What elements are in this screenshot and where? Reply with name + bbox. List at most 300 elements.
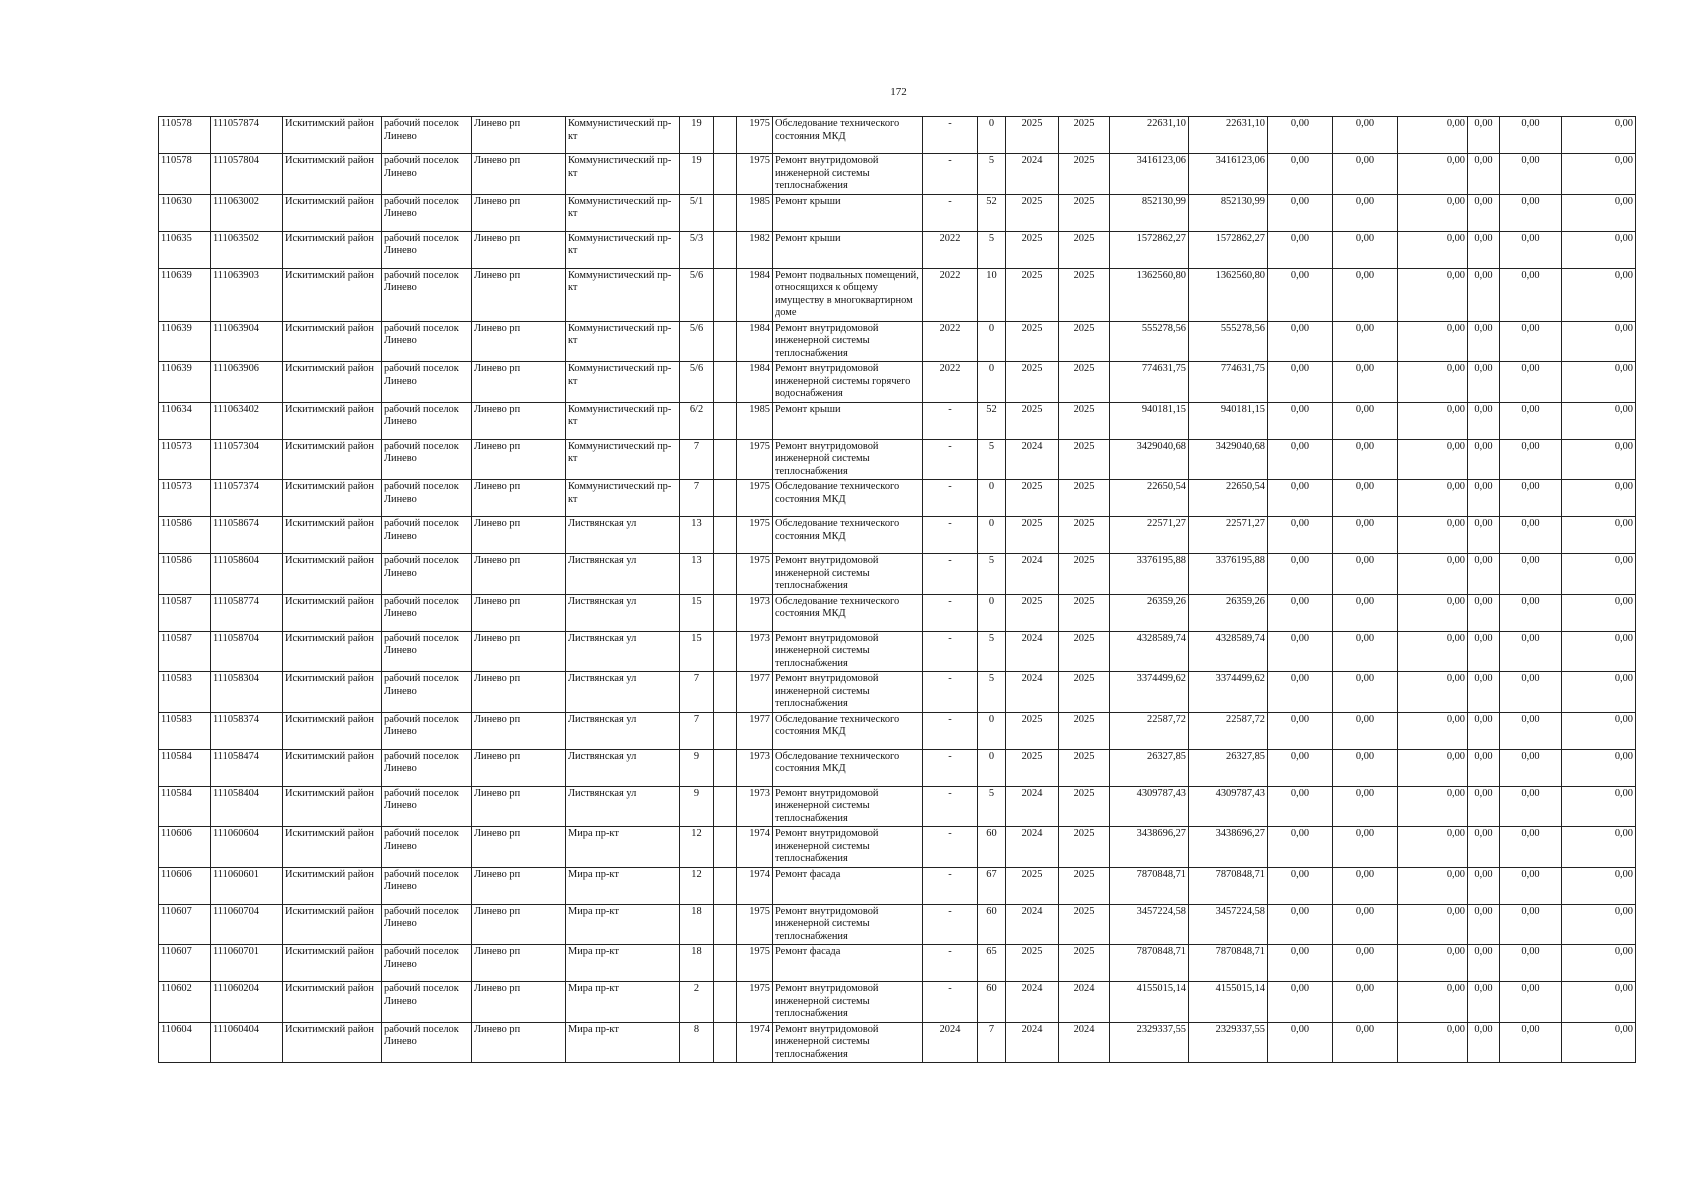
cell-district: Искитимский район	[283, 631, 382, 672]
cell-cost-fund: 3429040,68	[1189, 439, 1268, 480]
cell-cost-total: 3416123,06	[1110, 154, 1189, 195]
cell-wear-percent: 60	[978, 982, 1006, 1023]
cell-building	[714, 672, 737, 713]
cell-cost-total: 3376195,88	[1110, 554, 1189, 595]
capital-repair-table	[158, 116, 1636, 1063]
cell-settlement: рабочий поселок Линево	[382, 321, 472, 362]
cell-cost-other: 0,00	[1562, 154, 1636, 195]
cell-settlement: рабочий поселок Линево	[382, 154, 472, 195]
cell-work-type: Ремонт внутридомовой инженерной системы теплоснабжения	[773, 982, 923, 1023]
cell-locality: Линево рп	[472, 867, 566, 904]
cell-work-id: 111058604	[211, 554, 283, 595]
cell-work-type: Ремонт крыши	[773, 194, 923, 231]
cell-cost-total: 3438696,27	[1110, 827, 1189, 868]
cell-year-end: 2025	[1059, 480, 1110, 517]
cell-year-end: 2025	[1059, 154, 1110, 195]
table-row	[159, 827, 1636, 868]
cell-locality: Линево рп	[472, 268, 566, 321]
cell-building	[714, 231, 737, 268]
cell-cost-budget-3: 0,00	[1398, 1022, 1468, 1063]
cell-house-number: 5/6	[680, 321, 714, 362]
cell-cost-total: 26359,26	[1110, 594, 1189, 631]
cell-cost-budget-1: 0,00	[1268, 867, 1333, 904]
cell-street: Листвянская ул	[566, 631, 680, 672]
cell-year-built: 1984	[737, 268, 773, 321]
cell-cost-owners: 0,00	[1500, 439, 1562, 480]
cell-year-end: 2025	[1059, 827, 1110, 868]
cell-cost-budget-4: 0,00	[1468, 1022, 1500, 1063]
cell-cost-budget-4: 0,00	[1468, 749, 1500, 786]
cell-cost-budget-3: 0,00	[1398, 631, 1468, 672]
cell-building	[714, 480, 737, 517]
cell-locality: Линево рп	[472, 712, 566, 749]
cell-cost-total: 940181,15	[1110, 402, 1189, 439]
cell-year-survey: -	[923, 480, 978, 517]
cell-year-start: 2024	[1006, 631, 1059, 672]
table-row	[159, 672, 1636, 713]
cell-work-type: Ремонт фасада	[773, 945, 923, 982]
cell-cost-budget-1: 0,00	[1268, 321, 1333, 362]
cell-street: Мира пр-кт	[566, 1022, 680, 1063]
cell-cost-budget-4: 0,00	[1468, 480, 1500, 517]
cell-street: Коммунистический пр-кт	[566, 231, 680, 268]
cell-year-end: 2025	[1059, 672, 1110, 713]
cell-cost-budget-3: 0,00	[1398, 982, 1468, 1023]
cell-settlement: рабочий поселок Линево	[382, 439, 472, 480]
cell-locality: Линево рп	[472, 672, 566, 713]
cell-cost-fund: 3416123,06	[1189, 154, 1268, 195]
cell-wear-percent: 0	[978, 117, 1006, 154]
cell-street: Листвянская ул	[566, 672, 680, 713]
cell-cost-fund: 1572862,27	[1189, 231, 1268, 268]
cell-cost-budget-4: 0,00	[1468, 631, 1500, 672]
cell-year-start: 2024	[1006, 786, 1059, 827]
cell-object-id: 110583	[159, 672, 211, 713]
cell-settlement: рабочий поселок Линево	[382, 749, 472, 786]
cell-year-built: 1975	[737, 904, 773, 945]
cell-wear-percent: 10	[978, 268, 1006, 321]
cell-cost-budget-2: 0,00	[1333, 517, 1398, 554]
cell-cost-budget-1: 0,00	[1268, 517, 1333, 554]
cell-work-id: 111060701	[211, 945, 283, 982]
cell-object-id: 110578	[159, 154, 211, 195]
cell-cost-budget-2: 0,00	[1333, 321, 1398, 362]
table-row	[159, 712, 1636, 749]
cell-district: Искитимский район	[283, 402, 382, 439]
cell-cost-budget-3: 0,00	[1398, 117, 1468, 154]
cell-cost-budget-2: 0,00	[1333, 1022, 1398, 1063]
cell-year-survey: 2022	[923, 362, 978, 403]
cell-object-id: 110587	[159, 594, 211, 631]
cell-work-id: 111057374	[211, 480, 283, 517]
cell-year-end: 2024	[1059, 1022, 1110, 1063]
cell-locality: Линево рп	[472, 362, 566, 403]
cell-cost-budget-1: 0,00	[1268, 904, 1333, 945]
cell-cost-budget-2: 0,00	[1333, 867, 1398, 904]
cell-settlement: рабочий поселок Линево	[382, 194, 472, 231]
cell-year-start: 2025	[1006, 231, 1059, 268]
cell-cost-budget-1: 0,00	[1268, 594, 1333, 631]
cell-settlement: рабочий поселок Линево	[382, 867, 472, 904]
cell-year-built: 1977	[737, 712, 773, 749]
cell-street: Листвянская ул	[566, 594, 680, 631]
cell-cost-fund: 7870848,71	[1189, 867, 1268, 904]
cell-district: Искитимский район	[283, 672, 382, 713]
cell-house-number: 7	[680, 672, 714, 713]
cell-cost-other: 0,00	[1562, 827, 1636, 868]
cell-cost-other: 0,00	[1562, 402, 1636, 439]
cell-cost-budget-1: 0,00	[1268, 1022, 1333, 1063]
cell-year-end: 2025	[1059, 712, 1110, 749]
cell-cost-fund: 940181,15	[1189, 402, 1268, 439]
cell-wear-percent: 0	[978, 712, 1006, 749]
cell-settlement: рабочий поселок Линево	[382, 982, 472, 1023]
cell-cost-other: 0,00	[1562, 672, 1636, 713]
cell-cost-total: 3374499,62	[1110, 672, 1189, 713]
cell-cost-budget-1: 0,00	[1268, 982, 1333, 1023]
cell-cost-budget-3: 0,00	[1398, 439, 1468, 480]
cell-cost-budget-1: 0,00	[1268, 439, 1333, 480]
cell-object-id: 110578	[159, 117, 211, 154]
cell-cost-budget-1: 0,00	[1268, 117, 1333, 154]
cell-locality: Линево рп	[472, 945, 566, 982]
cell-year-survey: -	[923, 594, 978, 631]
cell-year-built: 1973	[737, 631, 773, 672]
cell-building	[714, 867, 737, 904]
cell-cost-owners: 0,00	[1500, 480, 1562, 517]
table-row	[159, 982, 1636, 1023]
cell-cost-budget-3: 0,00	[1398, 480, 1468, 517]
cell-house-number: 5/3	[680, 231, 714, 268]
cell-work-type: Ремонт крыши	[773, 402, 923, 439]
cell-cost-fund: 7870848,71	[1189, 945, 1268, 982]
cell-cost-budget-3: 0,00	[1398, 712, 1468, 749]
cell-object-id: 110586	[159, 554, 211, 595]
cell-street: Мира пр-кт	[566, 827, 680, 868]
cell-locality: Линево рп	[472, 1022, 566, 1063]
cell-cost-budget-3: 0,00	[1398, 268, 1468, 321]
cell-settlement: рабочий поселок Линево	[382, 631, 472, 672]
cell-year-built: 1975	[737, 982, 773, 1023]
cell-cost-other: 0,00	[1562, 268, 1636, 321]
cell-year-end: 2025	[1059, 321, 1110, 362]
table-row	[159, 321, 1636, 362]
cell-year-survey: -	[923, 194, 978, 231]
cell-locality: Линево рп	[472, 904, 566, 945]
cell-house-number: 12	[680, 827, 714, 868]
cell-work-id: 111058674	[211, 517, 283, 554]
cell-year-survey: 2022	[923, 321, 978, 362]
cell-cost-fund: 4328589,74	[1189, 631, 1268, 672]
cell-year-end: 2025	[1059, 517, 1110, 554]
cell-street: Коммунистический пр-кт	[566, 154, 680, 195]
page-number: 172	[890, 86, 907, 98]
cell-district: Искитимский район	[283, 749, 382, 786]
cell-house-number: 19	[680, 117, 714, 154]
cell-cost-budget-2: 0,00	[1333, 554, 1398, 595]
cell-wear-percent: 5	[978, 554, 1006, 595]
cell-house-number: 2	[680, 982, 714, 1023]
cell-year-end: 2025	[1059, 749, 1110, 786]
cell-work-type: Ремонт внутридомовой инженерной системы теплоснабжения	[773, 827, 923, 868]
cell-year-start: 2025	[1006, 117, 1059, 154]
cell-year-survey: -	[923, 117, 978, 154]
cell-year-survey: -	[923, 786, 978, 827]
cell-cost-fund: 22631,10	[1189, 117, 1268, 154]
table-row	[159, 1022, 1636, 1063]
cell-object-id: 110606	[159, 827, 211, 868]
table-row	[159, 194, 1636, 231]
cell-settlement: рабочий поселок Линево	[382, 268, 472, 321]
cell-street: Коммунистический пр-кт	[566, 117, 680, 154]
cell-cost-owners: 0,00	[1500, 194, 1562, 231]
cell-house-number: 7	[680, 439, 714, 480]
cell-cost-budget-4: 0,00	[1468, 321, 1500, 362]
cell-cost-owners: 0,00	[1500, 154, 1562, 195]
cell-year-start: 2025	[1006, 362, 1059, 403]
cell-year-survey: -	[923, 672, 978, 713]
cell-year-built: 1975	[737, 480, 773, 517]
table-row	[159, 631, 1636, 672]
cell-cost-budget-3: 0,00	[1398, 945, 1468, 982]
cell-wear-percent: 52	[978, 194, 1006, 231]
cell-year-end: 2025	[1059, 554, 1110, 595]
cell-year-start: 2025	[1006, 402, 1059, 439]
cell-cost-other: 0,00	[1562, 321, 1636, 362]
cell-cost-budget-3: 0,00	[1398, 672, 1468, 713]
cell-object-id: 110639	[159, 268, 211, 321]
cell-district: Искитимский район	[283, 268, 382, 321]
cell-cost-budget-4: 0,00	[1468, 786, 1500, 827]
cell-work-type: Ремонт внутридомовой инженерной системы теплоснабжения	[773, 321, 923, 362]
cell-settlement: рабочий поселок Линево	[382, 402, 472, 439]
cell-cost-budget-4: 0,00	[1468, 194, 1500, 231]
cell-cost-budget-3: 0,00	[1398, 867, 1468, 904]
cell-cost-total: 22587,72	[1110, 712, 1189, 749]
cell-work-type: Ремонт внутридомовой инженерной системы теплоснабжения	[773, 904, 923, 945]
cell-cost-budget-2: 0,00	[1333, 194, 1398, 231]
cell-cost-other: 0,00	[1562, 439, 1636, 480]
cell-work-type: Ремонт фасада	[773, 867, 923, 904]
cell-year-survey: -	[923, 439, 978, 480]
cell-year-end: 2024	[1059, 982, 1110, 1023]
cell-wear-percent: 5	[978, 786, 1006, 827]
cell-object-id: 110607	[159, 904, 211, 945]
cell-cost-owners: 0,00	[1500, 554, 1562, 595]
table-row	[159, 594, 1636, 631]
cell-year-end: 2025	[1059, 439, 1110, 480]
cell-cost-budget-3: 0,00	[1398, 749, 1468, 786]
cell-work-id: 111058304	[211, 672, 283, 713]
cell-house-number: 18	[680, 904, 714, 945]
cell-wear-percent: 5	[978, 631, 1006, 672]
cell-year-survey: 2022	[923, 231, 978, 268]
cell-cost-total: 22571,27	[1110, 517, 1189, 554]
cell-work-type: Ремонт подвальных помещений, относящихся к общему имуществу в многоквартирном доме	[773, 268, 923, 321]
cell-year-built: 1985	[737, 402, 773, 439]
cell-building	[714, 904, 737, 945]
cell-cost-budget-2: 0,00	[1333, 117, 1398, 154]
cell-cost-budget-3: 0,00	[1398, 904, 1468, 945]
cell-year-survey: -	[923, 867, 978, 904]
table-row	[159, 402, 1636, 439]
cell-district: Искитимский район	[283, 594, 382, 631]
cell-work-id: 111060601	[211, 867, 283, 904]
cell-cost-budget-1: 0,00	[1268, 402, 1333, 439]
cell-work-type: Обследование технического состояния МКД	[773, 749, 923, 786]
cell-cost-owners: 0,00	[1500, 402, 1562, 439]
cell-cost-other: 0,00	[1562, 554, 1636, 595]
cell-work-id: 111058374	[211, 712, 283, 749]
cell-object-id: 110573	[159, 480, 211, 517]
cell-work-type: Обследование технического состояния МКД	[773, 517, 923, 554]
cell-cost-budget-1: 0,00	[1268, 827, 1333, 868]
cell-cost-total: 26327,85	[1110, 749, 1189, 786]
cell-work-id: 111060204	[211, 982, 283, 1023]
cell-cost-total: 22631,10	[1110, 117, 1189, 154]
cell-cost-budget-4: 0,00	[1468, 117, 1500, 154]
cell-year-start: 2025	[1006, 480, 1059, 517]
cell-cost-budget-1: 0,00	[1268, 194, 1333, 231]
cell-year-start: 2025	[1006, 268, 1059, 321]
cell-building	[714, 827, 737, 868]
cell-object-id: 110634	[159, 402, 211, 439]
cell-cost-other: 0,00	[1562, 904, 1636, 945]
cell-year-survey: -	[923, 631, 978, 672]
cell-locality: Линево рп	[472, 480, 566, 517]
cell-cost-owners: 0,00	[1500, 268, 1562, 321]
cell-year-survey: -	[923, 554, 978, 595]
cell-cost-fund: 3374499,62	[1189, 672, 1268, 713]
cell-building	[714, 268, 737, 321]
cell-cost-owners: 0,00	[1500, 594, 1562, 631]
cell-year-survey: -	[923, 827, 978, 868]
cell-building	[714, 982, 737, 1023]
cell-year-built: 1975	[737, 154, 773, 195]
cell-cost-owners: 0,00	[1500, 362, 1562, 403]
cell-settlement: рабочий поселок Линево	[382, 480, 472, 517]
cell-work-type: Ремонт внутридомовой инженерной системы теплоснабжения	[773, 672, 923, 713]
cell-district: Искитимский район	[283, 439, 382, 480]
cell-settlement: рабочий поселок Линево	[382, 786, 472, 827]
cell-cost-owners: 0,00	[1500, 749, 1562, 786]
cell-year-built: 1975	[737, 517, 773, 554]
cell-cost-budget-2: 0,00	[1333, 982, 1398, 1023]
cell-wear-percent: 0	[978, 594, 1006, 631]
cell-district: Искитимский район	[283, 517, 382, 554]
cell-work-id: 111063906	[211, 362, 283, 403]
cell-work-type: Ремонт внутридомовой инженерной системы горячего водоснабжения	[773, 362, 923, 403]
cell-cost-other: 0,00	[1562, 517, 1636, 554]
cell-cost-budget-2: 0,00	[1333, 904, 1398, 945]
cell-building	[714, 749, 737, 786]
cell-cost-budget-4: 0,00	[1468, 554, 1500, 595]
cell-cost-fund: 4155015,14	[1189, 982, 1268, 1023]
cell-object-id: 110630	[159, 194, 211, 231]
cell-year-end: 2025	[1059, 402, 1110, 439]
cell-street: Мира пр-кт	[566, 982, 680, 1023]
cell-wear-percent: 67	[978, 867, 1006, 904]
cell-cost-budget-4: 0,00	[1468, 439, 1500, 480]
cell-work-id: 111058474	[211, 749, 283, 786]
cell-object-id: 110573	[159, 439, 211, 480]
cell-house-number: 18	[680, 945, 714, 982]
cell-work-type: Обследование технического состояния МКД	[773, 480, 923, 517]
cell-year-built: 1974	[737, 867, 773, 904]
cell-year-built: 1982	[737, 231, 773, 268]
cell-work-id: 111058774	[211, 594, 283, 631]
cell-object-id: 110639	[159, 321, 211, 362]
cell-street: Коммунистический пр-кт	[566, 362, 680, 403]
cell-locality: Линево рп	[472, 631, 566, 672]
cell-cost-other: 0,00	[1562, 867, 1636, 904]
cell-cost-other: 0,00	[1562, 982, 1636, 1023]
cell-work-id: 111060704	[211, 904, 283, 945]
cell-cost-fund: 3438696,27	[1189, 827, 1268, 868]
cell-cost-budget-4: 0,00	[1468, 904, 1500, 945]
cell-year-start: 2025	[1006, 517, 1059, 554]
cell-cost-budget-2: 0,00	[1333, 827, 1398, 868]
cell-cost-budget-1: 0,00	[1268, 154, 1333, 195]
cell-cost-other: 0,00	[1562, 594, 1636, 631]
cell-cost-budget-1: 0,00	[1268, 631, 1333, 672]
cell-street: Мира пр-кт	[566, 867, 680, 904]
cell-year-start: 2025	[1006, 594, 1059, 631]
cell-work-type: Ремонт внутридомовой инженерной системы теплоснабжения	[773, 631, 923, 672]
cell-year-built: 1975	[737, 117, 773, 154]
cell-locality: Линево рп	[472, 402, 566, 439]
cell-district: Искитимский район	[283, 480, 382, 517]
cell-district: Искитимский район	[283, 982, 382, 1023]
cell-cost-total: 852130,99	[1110, 194, 1189, 231]
cell-work-type: Ремонт внутридомовой инженерной системы теплоснабжения	[773, 786, 923, 827]
cell-cost-budget-4: 0,00	[1468, 231, 1500, 268]
cell-object-id: 110604	[159, 1022, 211, 1063]
cell-locality: Линево рп	[472, 194, 566, 231]
cell-year-start: 2024	[1006, 154, 1059, 195]
cell-building	[714, 517, 737, 554]
cell-building	[714, 194, 737, 231]
cell-cost-budget-1: 0,00	[1268, 362, 1333, 403]
cell-cost-budget-2: 0,00	[1333, 362, 1398, 403]
cell-street: Листвянская ул	[566, 786, 680, 827]
cell-cost-other: 0,00	[1562, 117, 1636, 154]
cell-district: Искитимский район	[283, 867, 382, 904]
cell-building	[714, 554, 737, 595]
cell-year-end: 2025	[1059, 117, 1110, 154]
cell-year-start: 2024	[1006, 982, 1059, 1023]
cell-cost-total: 1362560,80	[1110, 268, 1189, 321]
cell-cost-total: 1572862,27	[1110, 231, 1189, 268]
cell-house-number: 9	[680, 786, 714, 827]
cell-locality: Линево рп	[472, 439, 566, 480]
cell-year-built: 1984	[737, 321, 773, 362]
cell-house-number: 5/6	[680, 362, 714, 403]
cell-settlement: рабочий поселок Линево	[382, 231, 472, 268]
cell-house-number: 5/1	[680, 194, 714, 231]
cell-work-type: Обследование технического состояния МКД	[773, 117, 923, 154]
cell-district: Искитимский район	[283, 554, 382, 595]
cell-district: Искитимский район	[283, 945, 382, 982]
cell-street: Коммунистический пр-кт	[566, 194, 680, 231]
cell-district: Искитимский район	[283, 362, 382, 403]
cell-district: Искитимский район	[283, 117, 382, 154]
cell-year-end: 2025	[1059, 786, 1110, 827]
cell-work-id: 111063903	[211, 268, 283, 321]
cell-wear-percent: 52	[978, 402, 1006, 439]
cell-year-start: 2025	[1006, 749, 1059, 786]
cell-object-id: 110586	[159, 517, 211, 554]
